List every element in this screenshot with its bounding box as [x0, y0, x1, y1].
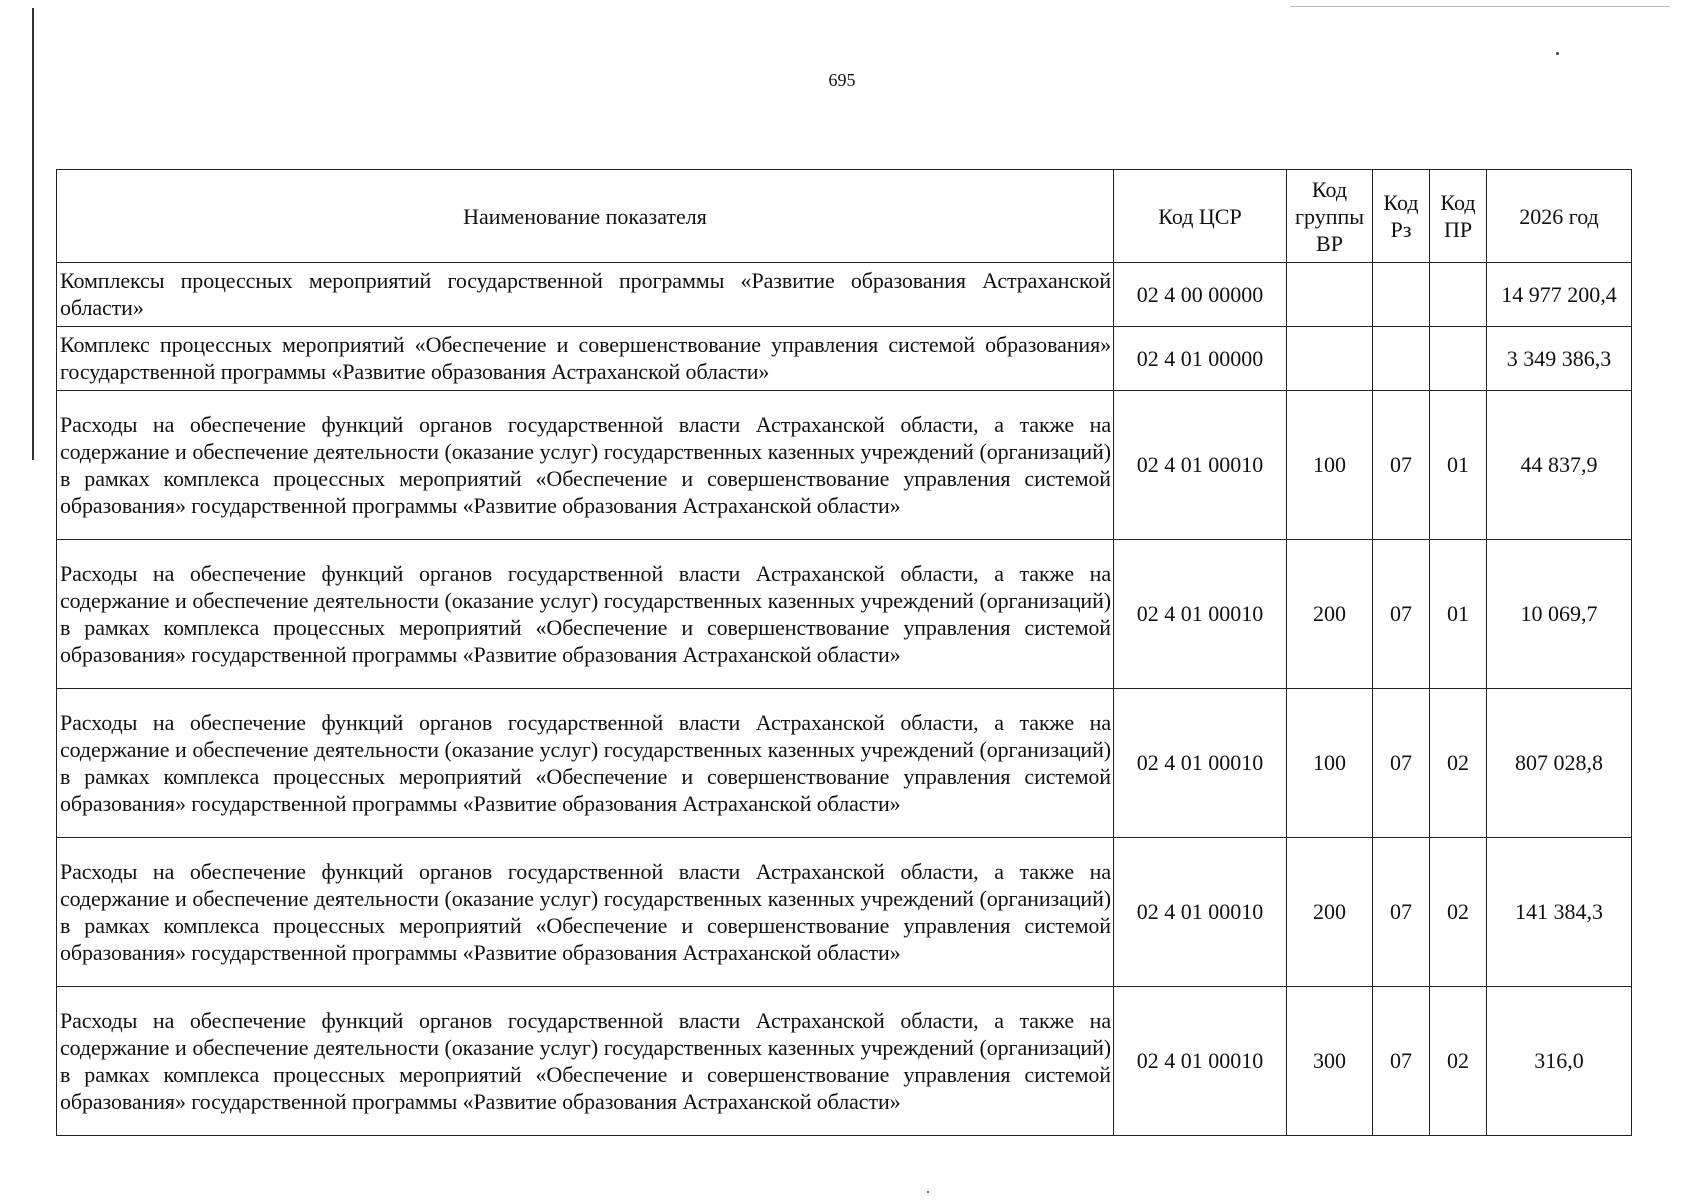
- row-amount: 316,0: [1487, 987, 1632, 1136]
- row-amount: 3 349 386,3: [1487, 327, 1632, 391]
- row-pr-code: 01: [1430, 391, 1487, 540]
- row-rz-code: 07: [1373, 838, 1430, 987]
- row-csr-code: 02 4 01 00010: [1114, 391, 1287, 540]
- header-year: 2026 год: [1487, 170, 1632, 263]
- row-csr-code: 02 4 01 00010: [1114, 689, 1287, 838]
- scan-edge-rule: [1290, 6, 1670, 7]
- row-name: Расходы на обеспечение функций органов государственной власти Астраханской области, а также на содержание и обеспечение деятельности (оказание услуг) государственных казенных учреждений (организаций) в рамках комплекса процессных мероприятий «Обеспечение и совершенствование управления системой образования» государственной программы «Развитие образования Астраханской области»: [57, 689, 1114, 838]
- scan-speck: [927, 1191, 929, 1193]
- row-vr-code: [1287, 263, 1373, 327]
- budget-table: [56, 169, 1632, 1136]
- table-row: [57, 327, 1632, 391]
- row-csr-code: 02 4 01 00010: [1114, 540, 1287, 689]
- row-pr-code: 01: [1430, 540, 1487, 689]
- row-rz-code: 07: [1373, 987, 1430, 1136]
- row-vr-code: 200: [1287, 838, 1373, 987]
- row-pr-code: [1430, 327, 1487, 391]
- row-amount: 10 069,7: [1487, 540, 1632, 689]
- row-rz-code: 07: [1373, 540, 1430, 689]
- row-pr-code: 02: [1430, 838, 1487, 987]
- page-number: 695: [828, 70, 856, 90]
- table-row: [57, 987, 1632, 1136]
- table-row: [57, 838, 1632, 987]
- row-csr-code: 02 4 00 00000: [1114, 263, 1287, 327]
- scan-speck: [1556, 52, 1559, 55]
- row-vr-code: 200: [1287, 540, 1373, 689]
- table-row: [57, 540, 1632, 689]
- row-amount: 141 384,3: [1487, 838, 1632, 987]
- row-pr-code: 02: [1430, 689, 1487, 838]
- table-row: [57, 689, 1632, 838]
- table-header-row: [57, 170, 1632, 263]
- header-name: Наименование показателя: [57, 170, 1114, 263]
- row-amount: 14 977 200,4: [1487, 263, 1632, 327]
- table-row: [57, 391, 1632, 540]
- row-name: Расходы на обеспечение функций органов государственной власти Астраханской области, а также на содержание и обеспечение деятельности (оказание услуг) государственных казенных учреждений (организаций) в рамках комплекса процессных мероприятий «Обеспечение и совершенствование управления системой образования» государственной программы «Развитие образования Астраханской области»: [57, 391, 1114, 540]
- row-vr-code: 100: [1287, 391, 1373, 540]
- row-csr-code: 02 4 01 00010: [1114, 838, 1287, 987]
- row-rz-code: 07: [1373, 689, 1430, 838]
- row-pr-code: 02: [1430, 987, 1487, 1136]
- row-rz-code: [1373, 327, 1430, 391]
- row-csr-code: 02 4 01 00000: [1114, 327, 1287, 391]
- row-vr-code: 300: [1287, 987, 1373, 1136]
- row-rz-code: [1373, 263, 1430, 327]
- row-name: Расходы на обеспечение функций органов государственной власти Астраханской области, а также на содержание и обеспечение деятельности (оказание услуг) государственных казенных учреждений (организаций) в рамках комплекса процессных мероприятий «Обеспечение и совершенствование управления системой образования» государственной программы «Развитие образования Астраханской области»: [57, 987, 1114, 1136]
- row-rz-code: 07: [1373, 391, 1430, 540]
- row-vr-code: [1287, 327, 1373, 391]
- header-rz-code: Код Рз: [1373, 170, 1430, 263]
- row-amount: 44 837,9: [1487, 391, 1632, 540]
- row-amount: 807 028,8: [1487, 689, 1632, 838]
- row-name: Расходы на обеспечение функций органов государственной власти Астраханской области, а также на содержание и обеспечение деятельности (оказание услуг) государственных казенных учреждений (организаций) в рамках комплекса процессных мероприятий «Обеспечение и совершенствование управления системой образования» государственной программы «Развитие образования Астраханской области»: [57, 838, 1114, 987]
- row-name: Комплекс процессных мероприятий «Обеспечение и совершенствование управления системой образования» государственной программы «Развитие образования Астраханской области»: [57, 327, 1114, 391]
- header-csr-code: Код ЦСР: [1114, 170, 1287, 263]
- row-csr-code: 02 4 01 00010: [1114, 987, 1287, 1136]
- row-name: Расходы на обеспечение функций органов государственной власти Астраханской области, а также на содержание и обеспечение деятельности (оказание услуг) государственных казенных учреждений (организаций) в рамках комплекса процессных мероприятий «Обеспечение и совершенствование управления системой образования» государственной программы «Развитие образования Астраханской области»: [57, 540, 1114, 689]
- header-vr-code: Код группы ВР: [1287, 170, 1373, 263]
- binding-margin-line: [32, 8, 34, 460]
- table-row: [57, 263, 1632, 327]
- row-vr-code: 100: [1287, 689, 1373, 838]
- row-pr-code: [1430, 263, 1487, 327]
- header-pr-code: Код ПР: [1430, 170, 1487, 263]
- row-name: Комплексы процессных мероприятий государственной программы «Развитие образования Астраханской области»: [57, 263, 1114, 327]
